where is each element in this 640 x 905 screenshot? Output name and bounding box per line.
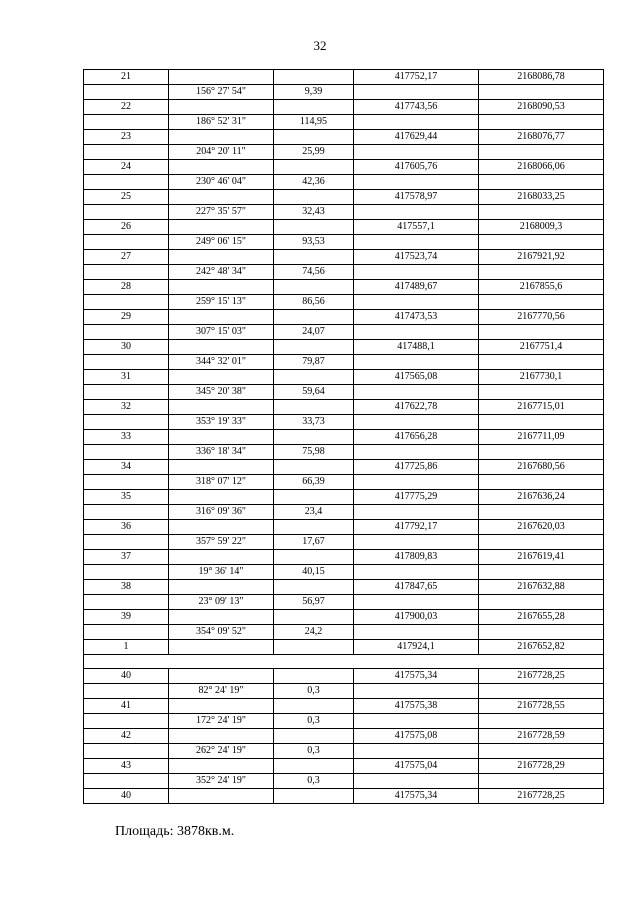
coordinate-y: 2167636,24 bbox=[479, 490, 604, 505]
segment-row bbox=[84, 175, 604, 190]
coordinate-x: 417605,76 bbox=[354, 160, 479, 175]
coordinate-x: 417578,97 bbox=[354, 190, 479, 205]
coordinate-y: 2167728,29 bbox=[479, 759, 604, 774]
segment-row bbox=[84, 744, 604, 759]
empty-cell bbox=[84, 85, 169, 100]
direction-angle: 353° 19' 33" bbox=[169, 415, 274, 430]
empty-cell bbox=[274, 370, 354, 385]
empty-cell bbox=[274, 669, 354, 684]
empty-cell bbox=[274, 460, 354, 475]
segment-row bbox=[84, 625, 604, 640]
point-row bbox=[84, 220, 604, 235]
point-row bbox=[84, 610, 604, 625]
empty-cell bbox=[169, 669, 274, 684]
point-row bbox=[84, 699, 604, 714]
area-text: Площадь: 3878кв.м. bbox=[115, 824, 235, 839]
point-row bbox=[84, 460, 604, 475]
separator-row bbox=[84, 655, 604, 669]
coordinates-table-body bbox=[84, 70, 604, 804]
empty-cell bbox=[169, 580, 274, 595]
empty-cell bbox=[479, 744, 604, 759]
empty-cell bbox=[479, 85, 604, 100]
empty-cell bbox=[354, 714, 479, 729]
empty-cell bbox=[479, 505, 604, 520]
segment-length: 114,95 bbox=[274, 115, 354, 130]
empty-cell bbox=[479, 475, 604, 490]
empty-cell bbox=[84, 744, 169, 759]
empty-cell bbox=[354, 415, 479, 430]
empty-cell bbox=[84, 505, 169, 520]
coordinate-y: 2167855,6 bbox=[479, 280, 604, 295]
coordinates-table bbox=[83, 69, 604, 804]
coordinate-x: 417924,1 bbox=[354, 640, 479, 655]
coordinate-x: 417575,38 bbox=[354, 699, 479, 714]
direction-angle: 186° 52' 31" bbox=[169, 115, 274, 130]
page-number: 32 bbox=[313, 38, 327, 53]
segment-length: 56,97 bbox=[274, 595, 354, 610]
point-number: 21 bbox=[84, 70, 169, 85]
empty-cell bbox=[479, 714, 604, 729]
point-row bbox=[84, 789, 604, 804]
coordinate-y: 2168009,3 bbox=[479, 220, 604, 235]
empty-cell bbox=[354, 684, 479, 699]
empty-cell bbox=[354, 235, 479, 250]
point-number: 40 bbox=[84, 789, 169, 804]
empty-cell bbox=[84, 774, 169, 789]
segment-length: 33,73 bbox=[274, 415, 354, 430]
segment-row bbox=[84, 505, 604, 520]
empty-cell bbox=[169, 699, 274, 714]
empty-cell bbox=[479, 235, 604, 250]
empty-cell bbox=[354, 595, 479, 610]
empty-cell bbox=[169, 490, 274, 505]
coordinate-x: 417565,08 bbox=[354, 370, 479, 385]
point-row bbox=[84, 340, 604, 355]
segment-length: 17,67 bbox=[274, 535, 354, 550]
empty-cell bbox=[274, 640, 354, 655]
empty-cell bbox=[354, 295, 479, 310]
direction-angle: 352° 24' 19" bbox=[169, 774, 274, 789]
coordinate-y: 2167921,92 bbox=[479, 250, 604, 265]
empty-cell bbox=[169, 310, 274, 325]
coordinate-y: 2167728,59 bbox=[479, 729, 604, 744]
empty-cell bbox=[274, 310, 354, 325]
point-number: 24 bbox=[84, 160, 169, 175]
empty-cell bbox=[274, 580, 354, 595]
coordinate-x: 417743,56 bbox=[354, 100, 479, 115]
segment-row bbox=[84, 295, 604, 310]
empty-cell bbox=[354, 265, 479, 280]
empty-cell bbox=[169, 220, 274, 235]
empty-cell bbox=[354, 774, 479, 789]
empty-cell bbox=[274, 699, 354, 714]
segment-row bbox=[84, 355, 604, 370]
point-row bbox=[84, 310, 604, 325]
point-row bbox=[84, 160, 604, 175]
point-row bbox=[84, 550, 604, 565]
empty-cell bbox=[274, 130, 354, 145]
coordinate-y: 2167680,56 bbox=[479, 460, 604, 475]
direction-angle: 345° 20' 38" bbox=[169, 385, 274, 400]
point-number: 29 bbox=[84, 310, 169, 325]
coordinate-y: 2167620,03 bbox=[479, 520, 604, 535]
point-number: 42 bbox=[84, 729, 169, 744]
direction-angle: 156° 27' 54" bbox=[169, 85, 274, 100]
empty-cell bbox=[169, 640, 274, 655]
empty-cell bbox=[479, 415, 604, 430]
segment-length: 24,2 bbox=[274, 625, 354, 640]
coordinate-x: 417725,86 bbox=[354, 460, 479, 475]
coordinate-x: 417488,1 bbox=[354, 340, 479, 355]
empty-cell bbox=[84, 175, 169, 190]
segment-row bbox=[84, 385, 604, 400]
empty-cell bbox=[84, 295, 169, 310]
empty-cell bbox=[479, 535, 604, 550]
coordinate-x: 417575,34 bbox=[354, 789, 479, 804]
point-number: 28 bbox=[84, 280, 169, 295]
point-row bbox=[84, 640, 604, 655]
empty-cell bbox=[84, 714, 169, 729]
empty-cell bbox=[84, 115, 169, 130]
segment-row bbox=[84, 684, 604, 699]
coordinate-y: 2167711,09 bbox=[479, 430, 604, 445]
coordinate-x: 417629,44 bbox=[354, 130, 479, 145]
empty-cell bbox=[274, 789, 354, 804]
empty-cell bbox=[479, 115, 604, 130]
empty-cell bbox=[354, 535, 479, 550]
direction-angle: 82° 24' 19" bbox=[169, 684, 274, 699]
point-row bbox=[84, 130, 604, 145]
coordinate-y: 2167619,41 bbox=[479, 550, 604, 565]
point-number: 32 bbox=[84, 400, 169, 415]
empty-cell bbox=[274, 430, 354, 445]
coordinate-y: 2167715,01 bbox=[479, 400, 604, 415]
coordinate-y: 2167632,88 bbox=[479, 580, 604, 595]
empty-cell bbox=[354, 385, 479, 400]
coordinate-y: 2167728,55 bbox=[479, 699, 604, 714]
empty-cell bbox=[479, 625, 604, 640]
empty-cell bbox=[84, 265, 169, 280]
empty-cell bbox=[169, 789, 274, 804]
empty-cell bbox=[274, 100, 354, 115]
coordinate-x: 417900,03 bbox=[354, 610, 479, 625]
point-number: 39 bbox=[84, 610, 169, 625]
segment-row bbox=[84, 85, 604, 100]
segment-length: 24,07 bbox=[274, 325, 354, 340]
empty-cell bbox=[354, 85, 479, 100]
point-row bbox=[84, 100, 604, 115]
point-row bbox=[84, 370, 604, 385]
empty-cell bbox=[84, 235, 169, 250]
empty-cell bbox=[479, 325, 604, 340]
empty-cell bbox=[169, 370, 274, 385]
empty-cell bbox=[274, 759, 354, 774]
coordinate-y: 2167655,28 bbox=[479, 610, 604, 625]
point-number: 33 bbox=[84, 430, 169, 445]
point-number: 1 bbox=[84, 640, 169, 655]
direction-angle: 354° 09' 52" bbox=[169, 625, 274, 640]
segment-length: 59,64 bbox=[274, 385, 354, 400]
segment-length: 79,87 bbox=[274, 355, 354, 370]
empty-cell bbox=[84, 355, 169, 370]
direction-angle: 318° 07' 12" bbox=[169, 475, 274, 490]
coordinate-x: 417792,17 bbox=[354, 520, 479, 535]
segment-row bbox=[84, 265, 604, 280]
empty-cell bbox=[479, 145, 604, 160]
direction-angle: 344° 32' 01" bbox=[169, 355, 274, 370]
empty-cell bbox=[479, 355, 604, 370]
empty-cell bbox=[169, 759, 274, 774]
point-number: 34 bbox=[84, 460, 169, 475]
point-number: 30 bbox=[84, 340, 169, 355]
empty-cell bbox=[274, 250, 354, 265]
coordinate-x: 417752,17 bbox=[354, 70, 479, 85]
empty-cell bbox=[274, 340, 354, 355]
empty-cell bbox=[169, 729, 274, 744]
coordinate-x: 417575,08 bbox=[354, 729, 479, 744]
empty-cell bbox=[84, 385, 169, 400]
empty-cell bbox=[169, 160, 274, 175]
segment-row bbox=[84, 774, 604, 789]
segment-length: 25,99 bbox=[274, 145, 354, 160]
empty-cell bbox=[354, 445, 479, 460]
coordinate-y: 2168066,06 bbox=[479, 160, 604, 175]
empty-cell bbox=[354, 325, 479, 340]
empty-cell bbox=[169, 70, 274, 85]
coordinate-y: 2167751,4 bbox=[479, 340, 604, 355]
point-row bbox=[84, 250, 604, 265]
point-row bbox=[84, 490, 604, 505]
empty-cell bbox=[169, 100, 274, 115]
empty-cell bbox=[354, 205, 479, 220]
segment-length: 40,15 bbox=[274, 565, 354, 580]
empty-cell bbox=[479, 445, 604, 460]
empty-cell bbox=[479, 684, 604, 699]
empty-cell bbox=[169, 460, 274, 475]
empty-cell bbox=[274, 160, 354, 175]
segment-row bbox=[84, 595, 604, 610]
empty-cell bbox=[354, 175, 479, 190]
empty-cell bbox=[84, 325, 169, 340]
segment-row bbox=[84, 145, 604, 160]
segment-row bbox=[84, 205, 604, 220]
empty-cell bbox=[84, 684, 169, 699]
point-row bbox=[84, 70, 604, 85]
direction-angle: 259° 15' 13" bbox=[169, 295, 274, 310]
empty-cell bbox=[479, 175, 604, 190]
empty-cell bbox=[84, 565, 169, 580]
coordinate-x: 417473,53 bbox=[354, 310, 479, 325]
coordinate-x: 417557,1 bbox=[354, 220, 479, 235]
direction-angle: 316° 09' 36" bbox=[169, 505, 274, 520]
coordinate-x: 417575,34 bbox=[354, 669, 479, 684]
direction-angle: 307° 15' 03" bbox=[169, 325, 274, 340]
point-number: 23 bbox=[84, 130, 169, 145]
point-row bbox=[84, 520, 604, 535]
segment-length: 32,43 bbox=[274, 205, 354, 220]
coordinate-y: 2168086,78 bbox=[479, 70, 604, 85]
direction-angle: 336° 18' 34" bbox=[169, 445, 274, 460]
point-number: 40 bbox=[84, 669, 169, 684]
direction-angle: 249° 06' 15" bbox=[169, 235, 274, 250]
coordinate-x: 417523,74 bbox=[354, 250, 479, 265]
segment-length: 42,36 bbox=[274, 175, 354, 190]
segment-length: 0,3 bbox=[274, 684, 354, 699]
segment-row bbox=[84, 565, 604, 580]
point-number: 22 bbox=[84, 100, 169, 115]
direction-angle: 172° 24' 19" bbox=[169, 714, 274, 729]
empty-cell bbox=[169, 130, 274, 145]
segment-row bbox=[84, 415, 604, 430]
segment-row bbox=[84, 445, 604, 460]
empty-cell bbox=[169, 340, 274, 355]
point-row bbox=[84, 759, 604, 774]
point-number: 36 bbox=[84, 520, 169, 535]
empty-cell bbox=[274, 610, 354, 625]
empty-cell bbox=[479, 205, 604, 220]
empty-cell bbox=[354, 565, 479, 580]
empty-cell bbox=[479, 595, 604, 610]
coordinate-y: 2167652,82 bbox=[479, 640, 604, 655]
empty-cell bbox=[169, 430, 274, 445]
coordinate-y: 2168033,25 bbox=[479, 190, 604, 205]
point-row bbox=[84, 669, 604, 684]
segment-row bbox=[84, 235, 604, 250]
coordinate-x: 417775,29 bbox=[354, 490, 479, 505]
empty-cell bbox=[479, 565, 604, 580]
coordinate-x: 417575,04 bbox=[354, 759, 479, 774]
segment-row bbox=[84, 714, 604, 729]
coordinate-y: 2168076,77 bbox=[479, 130, 604, 145]
segment-row bbox=[84, 325, 604, 340]
segment-row bbox=[84, 475, 604, 490]
direction-angle: 242° 48' 34" bbox=[169, 265, 274, 280]
point-number: 31 bbox=[84, 370, 169, 385]
empty-cell bbox=[354, 744, 479, 759]
empty-cell bbox=[354, 355, 479, 370]
empty-cell bbox=[169, 190, 274, 205]
point-number: 38 bbox=[84, 580, 169, 595]
empty-cell bbox=[479, 774, 604, 789]
empty-cell bbox=[479, 295, 604, 310]
empty-cell bbox=[84, 445, 169, 460]
point-row bbox=[84, 190, 604, 205]
direction-angle: 23° 09' 13" bbox=[169, 595, 274, 610]
point-number: 43 bbox=[84, 759, 169, 774]
direction-angle: 262° 24' 19" bbox=[169, 744, 274, 759]
point-number: 37 bbox=[84, 550, 169, 565]
empty-cell bbox=[274, 400, 354, 415]
empty-cell bbox=[479, 265, 604, 280]
segment-length: 0,3 bbox=[274, 714, 354, 729]
segment-length: 9,39 bbox=[274, 85, 354, 100]
empty-cell bbox=[169, 250, 274, 265]
empty-cell bbox=[274, 520, 354, 535]
point-row bbox=[84, 280, 604, 295]
empty-cell bbox=[274, 220, 354, 235]
coordinate-y: 2167728,25 bbox=[479, 669, 604, 684]
coordinate-y: 2167730,1 bbox=[479, 370, 604, 385]
point-row bbox=[84, 400, 604, 415]
point-row bbox=[84, 729, 604, 744]
empty-cell bbox=[354, 115, 479, 130]
direction-angle: 227° 35' 57" bbox=[169, 205, 274, 220]
empty-cell bbox=[84, 415, 169, 430]
empty-cell bbox=[169, 400, 274, 415]
direction-angle: 19° 36' 14" bbox=[169, 565, 274, 580]
empty-cell bbox=[354, 505, 479, 520]
empty-cell bbox=[84, 535, 169, 550]
direction-angle: 357° 59' 22" bbox=[169, 535, 274, 550]
empty-cell bbox=[479, 385, 604, 400]
coordinate-y: 2167770,56 bbox=[479, 310, 604, 325]
empty-cell bbox=[274, 550, 354, 565]
empty-cell bbox=[354, 625, 479, 640]
segment-length: 74,56 bbox=[274, 265, 354, 280]
empty-cell bbox=[84, 205, 169, 220]
empty-cell bbox=[169, 610, 274, 625]
direction-angle: 230° 46' 04" bbox=[169, 175, 274, 190]
empty-cell bbox=[354, 475, 479, 490]
point-number: 25 bbox=[84, 190, 169, 205]
empty-cell bbox=[84, 475, 169, 490]
segment-length: 66,39 bbox=[274, 475, 354, 490]
empty-cell bbox=[274, 280, 354, 295]
empty-cell bbox=[169, 520, 274, 535]
segment-length: 75,98 bbox=[274, 445, 354, 460]
coordinate-x: 417622,78 bbox=[354, 400, 479, 415]
empty-cell bbox=[84, 595, 169, 610]
direction-angle: 204° 20' 11" bbox=[169, 145, 274, 160]
empty-cell bbox=[84, 145, 169, 160]
coordinate-y: 2167728,25 bbox=[479, 789, 604, 804]
empty-cell bbox=[274, 190, 354, 205]
segment-length: 0,3 bbox=[274, 774, 354, 789]
segment-row bbox=[84, 535, 604, 550]
separator-cell bbox=[84, 655, 604, 669]
segment-length: 23,4 bbox=[274, 505, 354, 520]
point-row bbox=[84, 430, 604, 445]
empty-cell bbox=[84, 625, 169, 640]
point-row bbox=[84, 580, 604, 595]
coordinate-x: 417809,83 bbox=[354, 550, 479, 565]
segment-length: 93,53 bbox=[274, 235, 354, 250]
coordinate-x: 417656,28 bbox=[354, 430, 479, 445]
point-number: 26 bbox=[84, 220, 169, 235]
empty-cell bbox=[354, 145, 479, 160]
coordinate-x: 417489,67 bbox=[354, 280, 479, 295]
segment-length: 86,56 bbox=[274, 295, 354, 310]
coordinate-x: 417847,65 bbox=[354, 580, 479, 595]
coordinate-y: 2168090,53 bbox=[479, 100, 604, 115]
empty-cell bbox=[274, 70, 354, 85]
empty-cell bbox=[274, 490, 354, 505]
empty-cell bbox=[169, 550, 274, 565]
point-number: 35 bbox=[84, 490, 169, 505]
empty-cell bbox=[169, 280, 274, 295]
point-number: 41 bbox=[84, 699, 169, 714]
empty-cell bbox=[274, 729, 354, 744]
point-number: 27 bbox=[84, 250, 169, 265]
segment-row bbox=[84, 115, 604, 130]
segment-length: 0,3 bbox=[274, 744, 354, 759]
